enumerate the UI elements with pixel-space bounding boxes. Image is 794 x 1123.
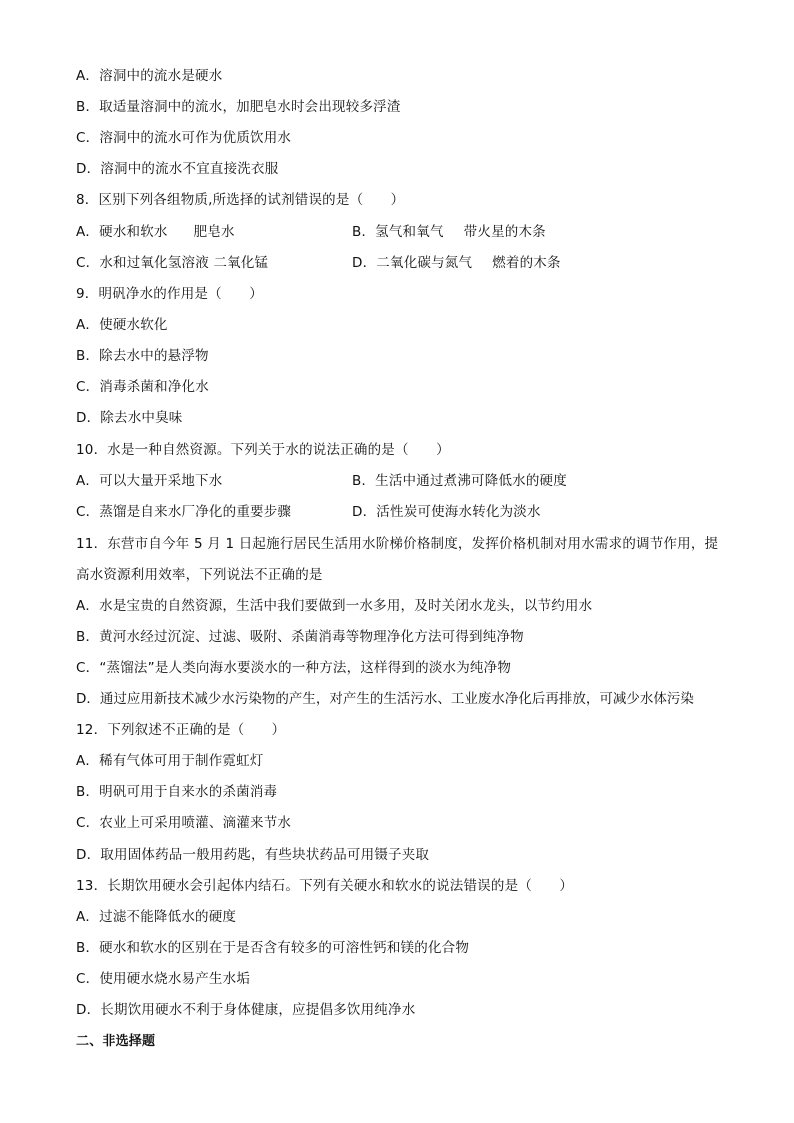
q9-option-a: A．使硬水软化 [76,317,168,333]
q8-option-a-reagent: 肥皂水 [193,224,235,240]
q7-option-c: C．溶洞中的流水可作为优质饮用水 [76,130,292,146]
q10-option-c: C．蒸馏是自来水厂净化的重要步骤 [76,504,292,520]
q13-option-d: D．长期饮用硬水不利于身体健康，应提倡多饮用纯净水 [76,1002,416,1018]
q12-option-d: D．取用固体药品一般用药匙，有些块状药品可用镊子夹取 [76,847,430,863]
q7-option-a: A．溶洞中的流水是硬水 [76,68,223,84]
q13-option-b: B．硬水和软水的区别在于是否含有较多的可溶性钙和镁的化合物 [76,940,470,956]
q10-option-b: B．生活中通过煮沸可降低水的硬度 [352,473,567,489]
q8-option-b-label: B．氢气和氧气 [352,224,444,240]
section-heading: 二、非选择题 [76,1034,156,1049]
q12-option-a: A．稀有气体可用于制作霓虹灯 [76,753,264,769]
q13-option-a: A．过滤不能降低水的硬度 [76,909,237,925]
q11-option-b: B．黄河水经过沉淀、过滤、吸附、杀菌消毒等物理净化方法可得到纯净物 [76,629,524,645]
q8-option-c [76,253,268,273]
q7-option-b: B．取适量溶洞中的流水，加肥皂水时会出现较多浮渣 [76,99,401,115]
q12-option-c: C．农业上可采用喷灌、滴灌来节水 [76,815,292,831]
q8-option-row-ab [76,222,235,242]
q8-option-a-label: A．硬水和软水 [76,224,168,240]
q11-option-c: C．“蒸馏法”是人类向海水要淡水的一种方法，这样得到的淡水为纯净物 [76,660,512,676]
q12-stem: 12．下列叙述不正确的是（ ） [76,722,286,738]
q11-stem-line2: 高水资源利用效率，下列说法不正确的是 [76,567,323,583]
q9-option-b: B．除去水中的悬浮物 [76,348,209,364]
q12-option-b: B．明矾可用于自来水的杀菌消毒 [76,784,278,800]
q13-option-c: C．使用硬水烧水易产生水垢 [76,971,251,987]
q7-option-d: D．溶洞中的流水不宜直接洗衣服 [76,161,279,177]
q8-option-c-reagent: 二氧化锰 [213,255,269,271]
q11-option-a: A．水是宝贵的自然资源，生活中我们要做到一水多用，及时关闭水龙头，以节约用水 [76,598,593,614]
q11-option-d: D．通过应用新技术减少水污染物的产生，对产生的生活污水、工业废水净化后再排放，可减少水体污染 [76,691,694,707]
q10-option-d: D．活性炭可使海水转化为淡水 [352,504,541,520]
q9-option-d: D．除去水中臭味 [76,410,183,426]
q8-option-d [352,253,561,273]
q10-option-a: A．可以大量开采地下水 [76,473,223,489]
q8-stem: 8．区别下列各组物质,所选择的试剂错误的是（ ） [76,192,405,208]
q8-option-d-reagent: 燃着的木条 [492,255,561,271]
q8-option-b-reagent: 带火星的木条 [463,224,546,240]
q10-stem: 10．水是一种自然资源。下列关于水的说法正确的是（ ） [76,442,450,458]
q9-stem: 9．明矾净水的作用是（ ） [76,286,263,302]
q8-option-d-label: D．二氧化碳与氮气 [352,255,473,271]
q8-option-c-label: C．水和过氧化氢溶液 [76,255,209,271]
q9-option-c: C．消毒杀菌和净化水 [76,379,209,395]
q8-option-b [352,222,546,242]
q13-stem: 13．长期饮用硬水会引起体内结石。下列有关硬水和软水的说法错误的是（ ） [76,878,574,894]
q11-stem-line1: 11．东营市自今年 5 月 1 日起施行居民生活用水阶梯价格制度，发挥价格机制对用水需求的调节作用，提 [76,536,719,552]
